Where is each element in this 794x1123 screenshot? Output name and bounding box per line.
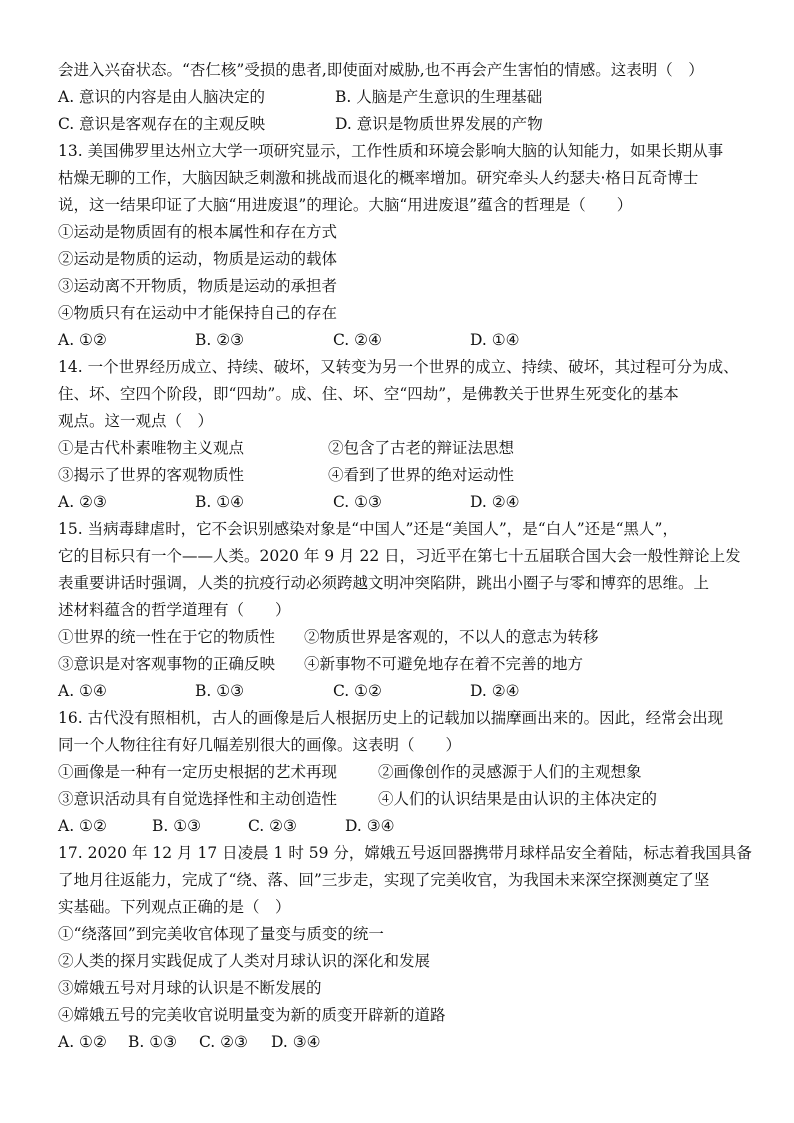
option-c: C. ①③	[333, 493, 382, 511]
q13-stem-line-1: 13. 美国佛罗里达州立大学一项研究显示，工作性质和环境会影响大脑的认知能力，如果长期从事	[58, 142, 724, 160]
q16-stem-line-2: 同一个人物往往有好几幅差别很大的画像。这表明（ ）	[58, 736, 462, 754]
q13-statement-2: ②运动是物质的运动，物质是运动的载体	[58, 250, 338, 268]
statement-1: ①画像是一种有一定历史根据的艺术再现	[58, 763, 338, 781]
statement-2: ②包含了古老的辩证法思想	[328, 439, 515, 457]
option-a: A. ②③	[58, 493, 107, 511]
option-a: A. ①②	[58, 817, 107, 835]
statement-4: ④新事物不可避免地存在着不完善的地方	[304, 655, 584, 673]
q15-stem-line-4: 述材料蕴含的哲学道理有（ ）	[58, 601, 291, 619]
q15-stem-line-1: 15. 当病毒肆虐时，它不会识别感染对象是“中国人”还是“美国人”，是“白人”还是“黑人”，	[58, 520, 678, 538]
option-b: B. ②③	[195, 331, 245, 349]
option-c: C. ②③	[199, 1033, 248, 1051]
statement-3: ③揭示了世界的客观物质性	[58, 466, 245, 484]
option-b: B. ①③	[152, 817, 202, 835]
q17-statement-4: ④嫦娥五号的完美收官说明量变为新的质变开辟新的道路	[58, 1006, 446, 1024]
option-a: A. ①②	[58, 331, 107, 349]
q13-stem-line-3: 说，这一结果印证了大脑“用进废退”的理论。大脑“用进废退”蕴含的哲理是（ ）	[58, 196, 633, 214]
q17-stem-line-2: 了地月往返能力，完成了“绕、落、回”三步走，实现了完美收官，为我国未来深空探测奠定了坚	[58, 871, 710, 889]
q12-stem-line: 会进入兴奋状态。“杏仁核”受损的患者,即使面对威胁,也不再会产生害怕的情感。这表明（ ）	[58, 61, 704, 79]
option-d: D. ③④	[271, 1033, 321, 1051]
q17-statement-1: ①“绕落回”到完美收官体现了量变与质变的统一	[58, 925, 384, 943]
option-b: B. ①④	[195, 493, 245, 511]
option-d: D. ②④	[470, 493, 520, 511]
q13-stem-line-2: 枯燥无聊的工作，大脑因缺乏刺激和挑战而退化的概率增加。研究牵头人约瑟夫·格日瓦奇博士	[58, 169, 699, 187]
q15-stem-line-3: 表重要讲话时强调，人类的抗疫行动必须跨越文明冲突陷阱，跳出小圈子与零和博弈的思维。上	[58, 574, 710, 592]
q13-statement-1: ①运动是物质固有的根本属性和存在方式	[58, 223, 338, 241]
option-c: C. ②④	[333, 331, 382, 349]
q16-stem-line-1: 16. 古代没有照相机，古人的画像是后人根据历史上的记载加以揣摩画出来的。因此，经常会出现	[58, 709, 724, 727]
q13-statement-3: ③运动离不开物质，物质是运动的承担者	[58, 277, 338, 295]
statement-2: ②物质世界是客观的，不以人的意志为转移	[304, 628, 599, 646]
statement-3: ③意识活动具有自觉选择性和主动创造性	[58, 790, 338, 808]
option-d: D. 意识是物质世界发展的产物	[335, 115, 543, 133]
option-c: C. ②③	[248, 817, 297, 835]
option-c: C. ①②	[333, 682, 382, 700]
q17-statement-3: ③嫦娥五号对月球的认识是不断发展的	[58, 979, 322, 997]
q14-stem-line-1: 14. 一个世界经历成立、持续、破坏，又转变为另一个世界的成立、持续、破坏，其过程可分为成、	[58, 358, 739, 376]
option-d: D. ②④	[470, 682, 520, 700]
q15-stem-line-2: 它的目标只有一个——人类。2020 年 9 月 22 日，习近平在第七十五届联合国大会一般性辩论上发	[58, 547, 741, 565]
q17-statement-2: ②人类的探月实践促成了人类对月球认识的深化和发展	[58, 952, 431, 970]
statement-1: ①是古代朴素唯物主义观点	[58, 439, 245, 457]
statement-3: ③意识是对客观事物的正确反映	[58, 655, 276, 673]
option-a: A. ①②	[58, 1033, 107, 1051]
statement-4: ④人们的认识结果是由认识的主体决定的	[378, 790, 658, 808]
statement-4: ④看到了世界的绝对运动性	[328, 466, 515, 484]
option-a: A. 意识的内容是由人脑决定的	[58, 88, 266, 106]
q13-statement-4: ④物质只有在运动中才能保持自己的存在	[58, 304, 338, 322]
option-d: D. ①④	[470, 331, 520, 349]
option-b: B. ①③	[128, 1033, 178, 1051]
statement-2: ②画像创作的灵感源于人们的主观想象	[378, 763, 642, 781]
option-b: B. ①③	[195, 682, 245, 700]
q17-stem-line-1: 17. 2020 年 12 月 17 日凌晨 1 时 59 分，嫦娥五号返回器携带月球样品安全着陆，标志着我国具备	[58, 844, 752, 862]
option-d: D. ③④	[345, 817, 395, 835]
q14-stem-line-2: 住、坏、空四个阶段，即“四劫”。成、住、坏、空“四劫”，是佛教关于世界生死变化的基本	[58, 385, 679, 403]
q14-stem-line-3: 观点。这一观点（ ）	[58, 412, 214, 430]
q17-stem-line-3: 实基础。下列观点正确的是（ ）	[58, 898, 291, 916]
option-a: A. ①④	[58, 682, 107, 700]
statement-1: ①世界的统一性在于它的物质性	[58, 628, 276, 646]
option-c: C. 意识是客观存在的主观反映	[58, 115, 266, 133]
option-b: B. 人脑是产生意识的生理基础	[335, 88, 543, 106]
